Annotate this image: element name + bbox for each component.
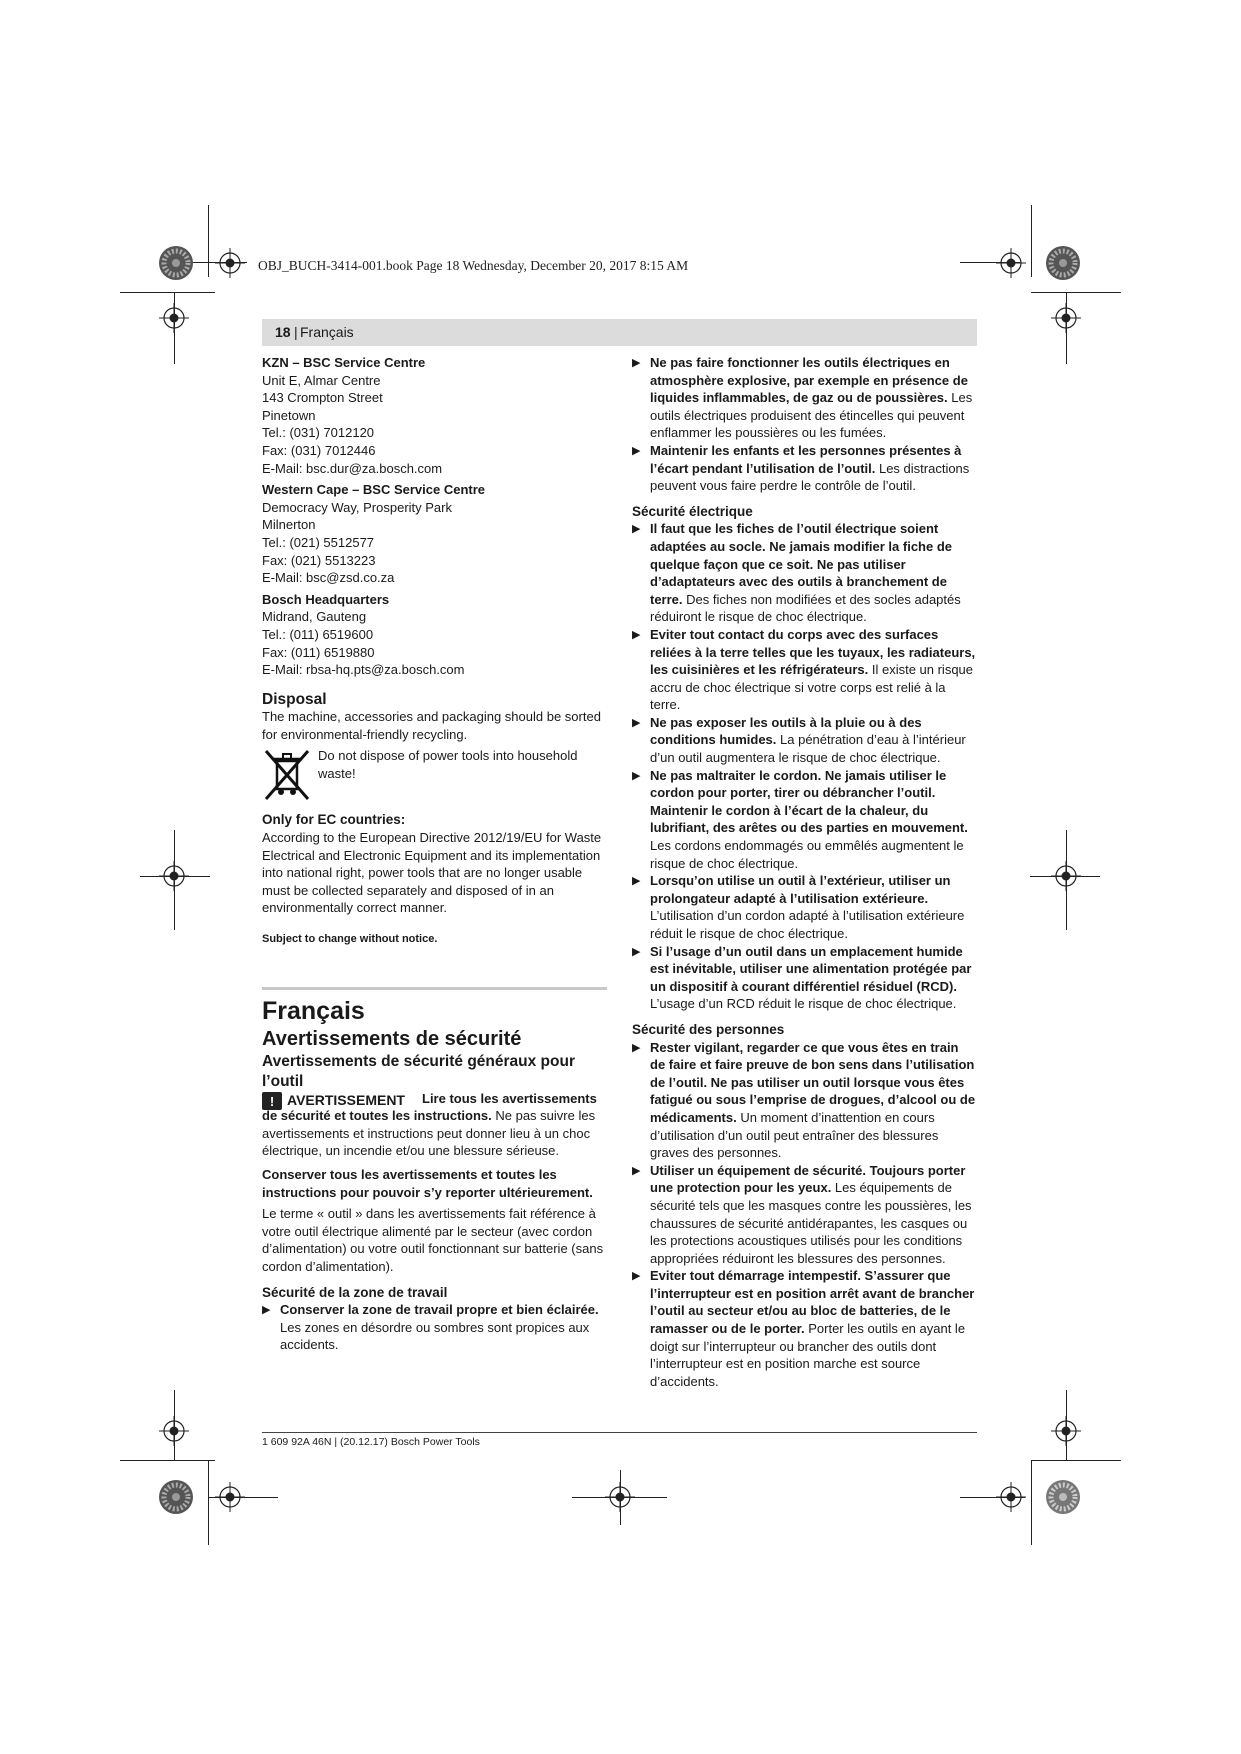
bullet-text: Les équipements de sécurité tels que les masques contre les poussières, les chaussures de sécurité antidérapantes, les casques ou les protections acoustiques utilisés pour les conditions appropriées réduiront les blessures des personnes. — [650, 1180, 972, 1266]
safety-bullet — [632, 1267, 977, 1390]
safety-bullet — [632, 1162, 977, 1268]
bullet-bold: Ne pas faire fonctionner les outils électriques en atmosphère explosive, par exemple en présence de liquides inflammables, de gaz ou de poussières. — [650, 355, 968, 406]
page-number: 18 — [275, 324, 291, 340]
disposal-text: The machine, accessories and packaging should be sorted for environmental-friendly recycling. — [262, 709, 601, 742]
address-line: Unit E, Almar Centre — [262, 372, 381, 388]
registration-target-icon — [159, 1416, 189, 1446]
warning-label: AVERTISSEMENT — [287, 1091, 405, 1108]
arrow-bullet-icon: ▶ — [632, 716, 641, 729]
safety-warnings-heading: Avertissements de sécurité — [262, 1027, 522, 1050]
safety-bullet — [632, 354, 977, 442]
general-warnings-heading: Avertissements de sécurité généraux pour l’outil — [262, 1052, 575, 1090]
zone-bullet — [262, 1301, 607, 1354]
file-slug-line: OBJ_BUCH-3414-001.book Page 18 Wednesday, December 20, 2017 8:15 AM — [258, 258, 689, 273]
bullet-text: Les zones en désordre ou sombres sont propices aux accidents. — [280, 1319, 590, 1353]
personal-safety-heading: Sécurité des personnes — [632, 1021, 785, 1037]
arrow-bullet-icon: ▶ — [632, 1270, 641, 1283]
header-section: Français — [300, 324, 354, 340]
color-wheel-icon — [158, 245, 194, 281]
registration-target-icon — [1051, 303, 1081, 333]
conserver-instructions: Conserver tous les avertissements et toutes les instructions pour pouvoir s’y reporter ultérieurement. — [262, 1167, 593, 1200]
disposal-heading: Disposal — [262, 690, 327, 708]
bullet-text: Des fiches non modifiées et des socles adaptés réduiront le risque de choc électrique. — [650, 591, 961, 625]
registration-target-icon — [159, 861, 189, 891]
bullet-text: Porter les outils en ayant le doigt sur l’interrupteur ou brancher des outils dont l’interrupteur est en position marche est source d’accidents. — [650, 1321, 966, 1389]
registration-target-icon — [996, 1482, 1026, 1512]
color-wheel-icon — [158, 1479, 194, 1515]
safety-bullet — [632, 872, 977, 942]
bullet-bold: Conserver la zone de travail propre et bien éclairée. — [280, 1302, 599, 1318]
arrow-bullet-icon: ▶ — [632, 875, 641, 888]
bullet-bold: Lorsqu’on utilise un outil à l’extérieur, utiliser un prolongateur adapté à l’utilisation extérieure. — [650, 873, 951, 906]
safety-bullet — [632, 767, 977, 873]
zone-heading: Sécurité de la zone de travail — [262, 1284, 448, 1300]
crossed-bin-icon — [262, 747, 312, 803]
page-footer: 1 609 92A 46N | (20.12.17) Bosch Power Tools — [262, 1432, 977, 1448]
bullet-bold: Ne pas maltraiter le cordon. Ne jamais utiliser le cordon pour porter, tirer ou débrancher l’outil. Maintenir le cordon à l’écart de la chaleur, du lubrifiant, des arêtes ou des parties en mouvement. — [650, 767, 968, 836]
bullet-text: L’utilisation d’un cordon adapté à l’utilisation extérieure réduit le risque de choc électrique. — [650, 908, 965, 941]
francais-heading: Français — [262, 996, 365, 1025]
left-column — [262, 354, 607, 1354]
color-wheel-icon — [1045, 245, 1081, 281]
arrow-bullet-icon: ▶ — [632, 628, 641, 641]
bullet-bold: Il faut que les fiches de l’outil électrique soient adaptées au socle. Ne jamais modifier la fiche de quelque façon que ce soit. Ne pas utiliser d’adaptateurs avec des outils à branchement de terre. — [650, 521, 953, 607]
arrow-bullet-icon: ▶ — [632, 523, 641, 536]
address-line: E-Mail: bsc.dur@za.bosch.com — [262, 460, 443, 476]
address-line: Milnerton — [262, 517, 316, 533]
bullet-text: Les outils électriques produisent des étincelles qui peuvent enflammer les poussières ou les fumées. — [650, 390, 973, 441]
subject-to-change: Subject to change without notice. — [262, 933, 438, 946]
safety-bullet — [632, 626, 977, 714]
registration-target-icon — [159, 303, 189, 333]
bullet-bold: Rester vigilant, regarder ce que vous êtes en train de faire et faire preuve de bon sens dans l’utilisation de l’outil. Ne pas utiliser un outil lorsque vous êtes fatigué ou sous l’emprise de drogues, d’alcool ou de médicaments. — [650, 1039, 976, 1125]
address-line: Tel.: (011) 6519600 — [262, 626, 374, 642]
address-line: 143 Crompton Street — [262, 390, 383, 406]
registration-target-icon — [996, 248, 1026, 278]
electrical-safety-heading: Sécurité électrique — [632, 503, 753, 519]
page-header — [262, 319, 977, 346]
disposal-bin-row — [262, 747, 607, 803]
bullet-bold: Eviter tout contact du corps avec des surfaces reliées à la terre telles que les tuyaux, les radiateurs, les cuisinières et les réfrigérateurs. — [650, 626, 976, 678]
warning-triangle-icon: ! — [262, 1092, 282, 1110]
address-line: Tel.: (021) 5512577 — [262, 534, 375, 550]
header-separator: | — [294, 324, 298, 340]
address-line: Tel.: (031) 7012120 — [262, 425, 375, 441]
bullet-text: La pénétration d’eau à l’intérieur d’un outil augmentera le risque de choc électrique. — [650, 732, 966, 766]
bullet-bold: Ne pas exposer les outils à la pluie ou à des conditions humides. — [650, 714, 922, 748]
arrow-bullet-icon: ▶ — [632, 1164, 641, 1177]
safety-bullet — [632, 520, 977, 626]
arrow-bullet-icon: ▶ — [632, 945, 641, 958]
arrow-bullet-icon: ▶ — [632, 357, 641, 369]
safety-bullet — [632, 714, 977, 767]
bullet-text: Les cordons endommagés ou emmêlés augmentent le risque de choc électrique. — [650, 838, 964, 871]
right-column — [632, 354, 977, 1390]
address-title: Bosch Headquarters — [262, 591, 390, 607]
registration-target-icon — [605, 1482, 635, 1512]
address-line: Pinetown — [262, 407, 316, 423]
ec-text: According to the European Directive 2012/19/EU for Waste Electrical and Electronic Equipment and its implementation into national right, power tools that are no longer usable must be collected separately and disposed of in an environmentally correct manner. — [262, 830, 602, 916]
address-line: Midrand, Gauteng — [262, 609, 367, 625]
ec-heading: Only for EC countries: — [262, 812, 406, 828]
arrow-bullet-icon: ▶ — [632, 1041, 641, 1054]
arrow-bullet-icon: ▶ — [262, 1304, 271, 1317]
bullet-bold: Maintenir les enfants et les personnes présentes à l’écart pendant l’utilisation de l’outil. — [650, 442, 962, 476]
bullet-text: Il existe un risque accru de choc électrique si votre corps est relié à la terre. — [650, 662, 974, 713]
address-line: Fax: (021) 5513223 — [262, 552, 376, 568]
bullet-bold: Utiliser un équipement de sécurité. Toujours porter une protection pour les yeux. — [650, 1162, 966, 1196]
warning-bold: Lire tous les avertissements de sécurité et toutes les instructions. — [262, 1090, 597, 1124]
registration-target-icon — [215, 1482, 245, 1512]
arrow-bullet-icon: ▶ — [632, 444, 641, 457]
color-wheel-icon — [1045, 1479, 1081, 1515]
registration-target-icon — [1051, 861, 1081, 891]
address-title: KZN – BSC Service Centre — [262, 355, 426, 370]
disposal-bin-text: Do not dispose of power tools into household waste! — [318, 748, 578, 782]
address-title: Western Cape – BSC Service Centre — [262, 482, 486, 498]
registration-target-icon — [215, 248, 245, 278]
safety-bullet — [632, 943, 977, 1013]
bullet-bold: Si l’usage d’un outil dans un emplacement humide est inévitable, utiliser une alimentation protégée par un dispositif à courant différentiel résiduel (RCD). — [650, 943, 972, 994]
bullet-bold: Eviter tout démarrage intempestif. S’assurer que l’interrupteur est en position arrêt avant de brancher l’outil au secteur et/ou au bloc de batteries, de le ramasser ou de le porter. — [650, 1268, 975, 1337]
safety-bullet — [632, 442, 977, 495]
address-line: Democracy Way, Prosperity Park — [262, 499, 452, 515]
address-line: E-Mail: rbsa-hq.pts@za.bosch.com — [262, 662, 465, 678]
terme-text: Le terme « outil » dans les avertissements fait référence à votre outil électrique alimenté par le secteur (avec cordon d’alimentation) ou votre outil fonctionnant sur batterie (sans cordon d’alimentation). — [262, 1206, 604, 1274]
safety-bullet — [632, 1039, 977, 1162]
bullet-text: Les distractions peuvent vous faire perdre le contrôle de l’outil. — [650, 460, 970, 494]
address-line: Fax: (011) 6519880 — [262, 644, 375, 660]
registration-target-icon — [1051, 1416, 1081, 1446]
address-line: E-Mail: bsc@zsd.co.za — [262, 570, 395, 586]
address-line: Fax: (031) 7012446 — [262, 442, 376, 458]
section-divider — [262, 987, 607, 990]
arrow-bullet-icon: ▶ — [632, 769, 641, 782]
bullet-text: Un moment d’inattention en cours d’utilisation d’un outil peut entraîner des blessures graves des personnes. — [650, 1109, 939, 1161]
warning-text: Ne pas suivre les avertissements et instructions peut donner lieu à un choc électrique, un incendie et/ou une blessure sérieuse. — [262, 1108, 596, 1159]
bullet-text: L’usage d’un RCD réduit le risque de choc électrique. — [650, 996, 957, 1012]
